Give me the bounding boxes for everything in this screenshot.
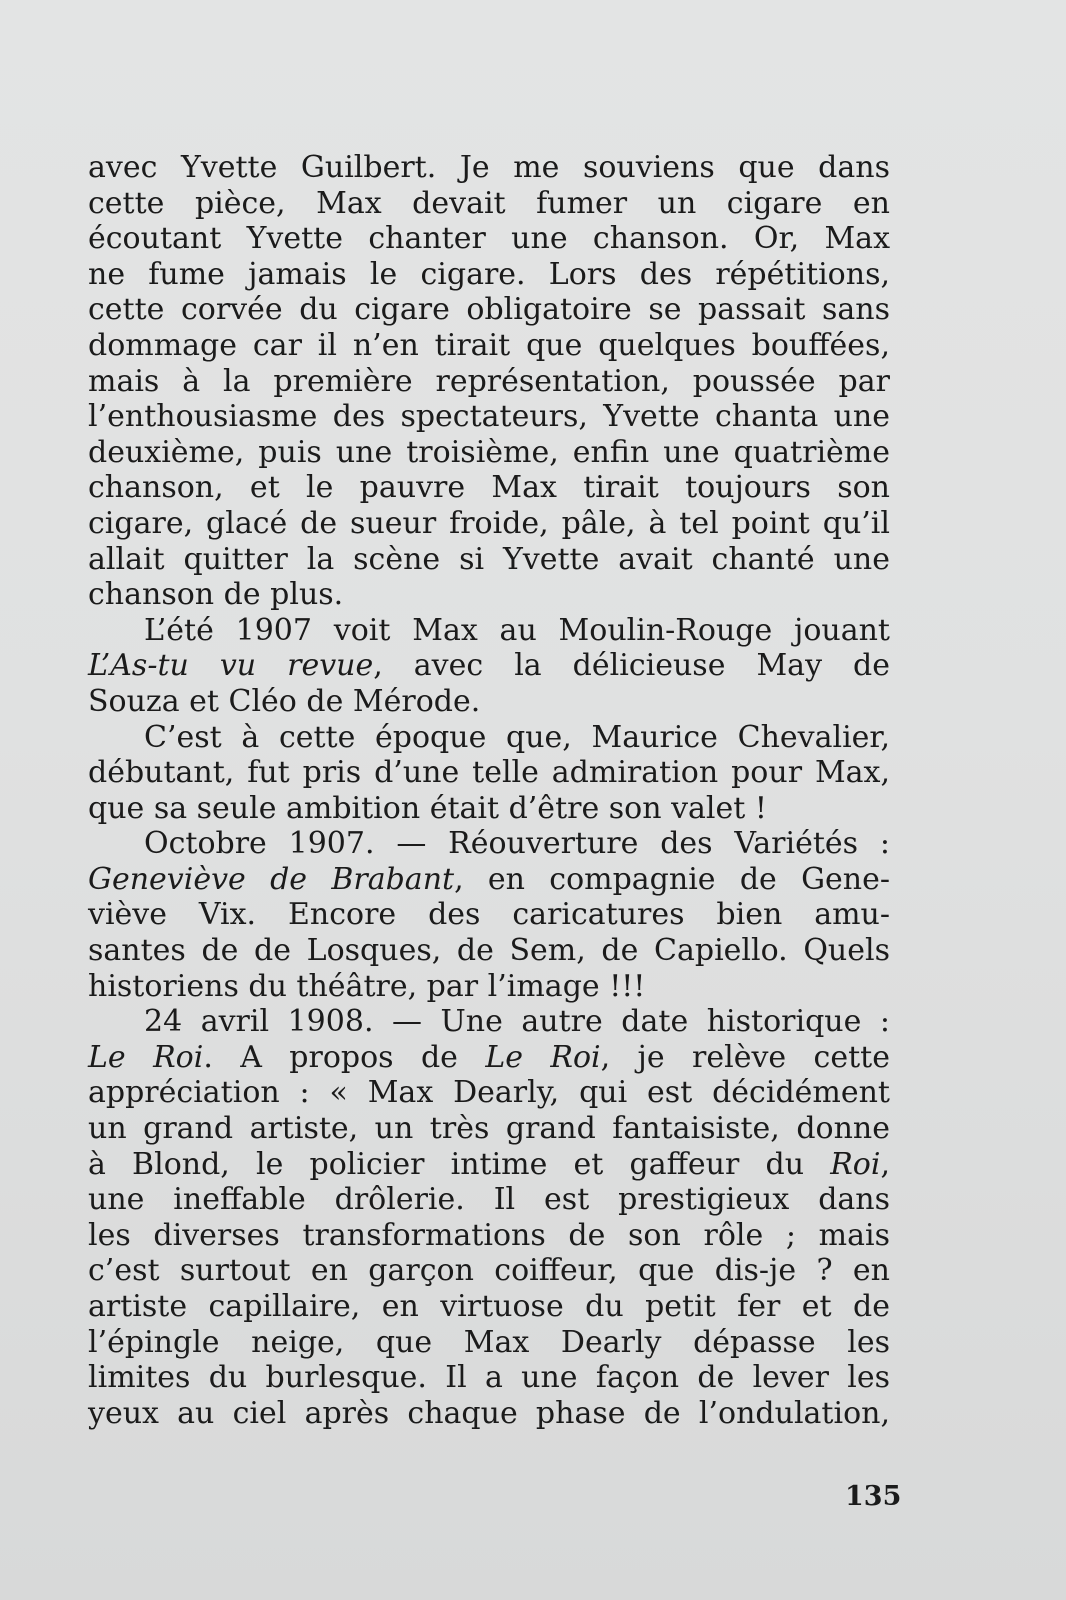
text-line: Souza et Cléo de Mérode.	[88, 683, 481, 719]
text-line: l’épingle neige, que Max Dearly dépasse les	[88, 1324, 890, 1360]
body-text	[88, 150, 890, 1431]
italic-title: Le Roi	[485, 1039, 601, 1075]
italic-title: L’As-tu vu revue	[88, 648, 374, 684]
text-fragment: . A propos de	[203, 1039, 486, 1075]
text-line: écoutant Yvette chanter une chanson. Or, Max	[88, 221, 890, 257]
text-line	[88, 648, 890, 684]
text-line	[88, 1147, 890, 1183]
text-line: historiens du théâtre, par l’image !!!	[88, 968, 646, 1004]
text-line: avec Yvette Guilbert. Je me souviens que dans	[88, 150, 890, 185]
text-fragment: , en compagnie de Gene-	[454, 861, 891, 897]
text-line: cigare, glacé de sueur froide, pâle, à tel point qu’il	[88, 505, 890, 541]
text-line: limites du burlesque. Il a une façon de lever les	[88, 1360, 890, 1396]
text-line: que sa seule ambition était d’être son valet !	[88, 790, 767, 826]
italic-title: Roi	[830, 1146, 881, 1182]
italic-title: Geneviève de Brabant	[88, 861, 455, 897]
paragraph-start-line: Octobre 1907. — Réouverture des Variétés :	[144, 826, 890, 862]
text-line: allait quitter la scène si Yvette avait chanté une	[88, 541, 890, 577]
text-line: dommage car il n’en tirait que quelques bouffées,	[88, 327, 890, 363]
text-line: les diverses transformations de son rôle ; mais	[88, 1217, 890, 1253]
text-line: c’est surtout en garçon coiffeur, que dis-je ? en	[88, 1253, 890, 1289]
text-line: chanson de plus.	[88, 577, 344, 613]
text-line: mais à la première représentation, poussée par	[88, 363, 890, 399]
text-line	[88, 862, 890, 898]
text-line	[88, 1040, 890, 1076]
paragraph-start-line: L’été 1907 voit Max au Moulin-Rouge jouant	[144, 612, 890, 648]
page-number: 135	[845, 1481, 902, 1512]
text-line: cette pièce, Max devait fumer un cigare en	[88, 185, 890, 221]
text-line: un grand artiste, un très grand fantaisiste, donne	[88, 1111, 890, 1147]
text-line: deuxième, puis une troisième, enfin une quatrième	[88, 434, 890, 470]
text-line: ne fume jamais le cigare. Lors des répétitions,	[88, 256, 890, 292]
text-line: chanson, et le pauvre Max tirait toujours son	[88, 470, 890, 506]
text-line: artiste capillaire, en virtuose du petit fer et de	[88, 1289, 890, 1324]
text-line: santes de de Losques, de Sem, de Capiello. Quels	[88, 933, 890, 969]
text-line: appréciation : « Max Dearly, qui est décidément	[88, 1075, 890, 1111]
text-fragment: à Blond, le policier intime et gaffeur du	[88, 1146, 831, 1182]
paragraph-start-line: 24 avril 1908. — Une autre date historique :	[144, 1004, 890, 1040]
italic-title: Le Roi	[88, 1039, 204, 1075]
text-line: viève Vix. Encore des caricatures bien amu-	[88, 897, 890, 933]
text-line: une ineffable drôlerie. Il est prestigieux dans	[88, 1182, 890, 1218]
text-fragment: , je relève cette	[600, 1039, 890, 1075]
text-line: débutant, fut pris d’une telle admiration pour Max,	[88, 755, 890, 791]
text-line: yeux au ciel après chaque phase de l’ondulation,	[88, 1395, 890, 1431]
text-line: cette corvée du cigare obligatoire se passait sans	[88, 292, 890, 328]
text-line: l’enthousiasme des spectateurs, Yvette chanta une	[88, 399, 890, 435]
text-fragment: , avec la délicieuse May de	[373, 648, 890, 684]
text-fragment: ,	[880, 1146, 890, 1182]
paragraph-start-line: C’est à cette époque que, Maurice Chevalier,	[144, 719, 890, 755]
